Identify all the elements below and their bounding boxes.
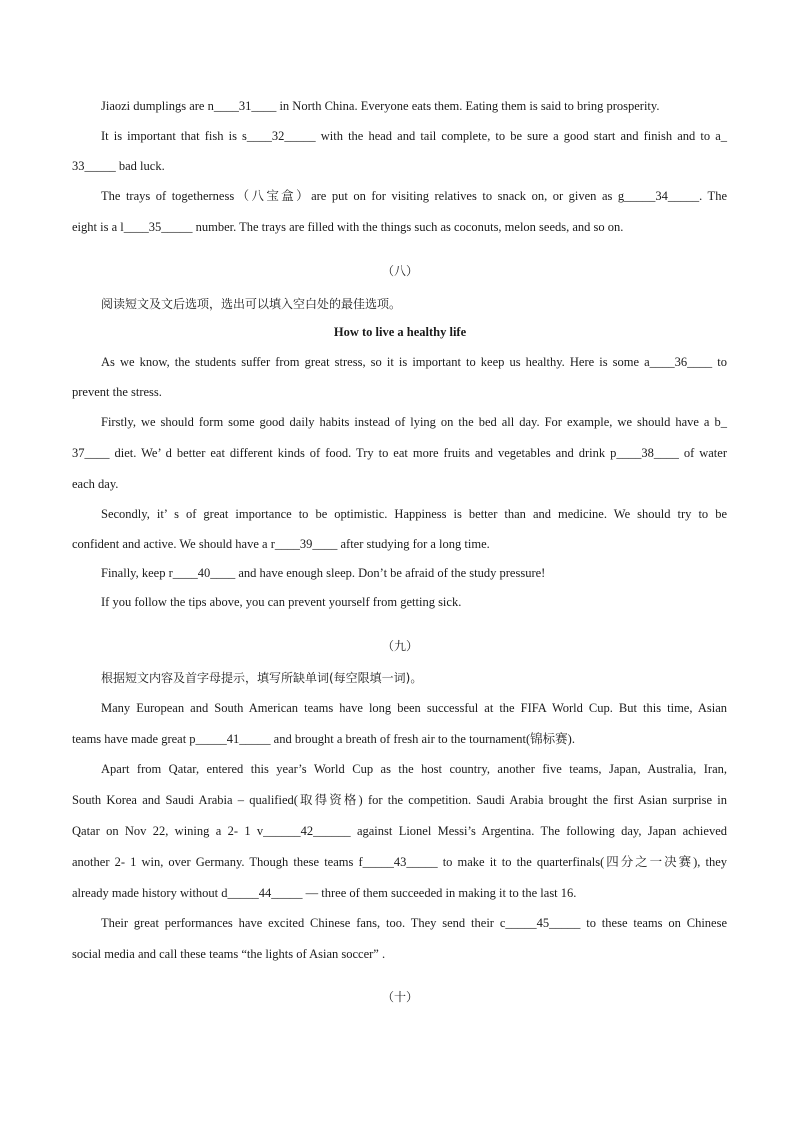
s9-paragraph-2-line3: Qatar on Nov 22, wining a 2- 1 v______42______ against Lionel Messi’s Argentina. The following day, Japan achieved — [72, 824, 727, 838]
s8-paragraph-2-line3: each day. — [72, 477, 119, 491]
s9-paragraph-3-line2: social media and call these teams “the lights of Asian soccer” . — [72, 947, 386, 961]
section-9-instruction: 根据短文内容及首字母提示，填写所缺单词(每空限填一词)。 — [101, 671, 423, 685]
section-10-heading: （十） — [381, 990, 418, 1004]
s8-paragraph-1-line1: As we know, the students suffer from great stress, so it is important to keep us healthy. Here is some a____36____ to — [101, 355, 727, 369]
s8-paragraph-2-line1: Firstly, we should form some good daily habits instead of lying on the bed all day. For example, we should have a b_ — [101, 415, 727, 429]
s9-paragraph-2-line1: Apart from Qatar, entered this year’s World Cup as the host country, another five teams, Japan, Australia, Iran, — [101, 762, 727, 776]
s9-paragraph-1-line2: teams have made great p_____41_____ and brought a breath of fresh air to the tournament(锦标赛). — [72, 732, 575, 746]
s7-paragraph-fish-line2: 33_____ bad luck. — [72, 159, 165, 173]
s8-paragraph-3-line2: confident and active. We should have a r____39____ after studying for a long time. — [72, 537, 490, 551]
s7-paragraph-trays-line2: eight is a l____35_____ number. The trays are filled with the things such as coconuts, melon seeds, and so on. — [72, 220, 624, 234]
section-8-title: How to live a healthy life — [333, 325, 467, 339]
section-8-instruction: 阅读短文及文后选项，选出可以填入空白处的最佳选项。 — [101, 297, 402, 311]
s8-paragraph-3-line1: Secondly, it’ s of great importance to be optimistic. Happiness is better than and medicine. We should try to be — [101, 507, 727, 521]
s8-paragraph-2-line2: 37____ diet. We’ d better eat different kinds of food. Try to eat more fruits and vegetables and drink p____38____ of water — [72, 446, 727, 460]
section-8-heading: （八） — [381, 264, 418, 278]
s8-paragraph-4: Finally, keep r____40____ and have enough sleep. Don’t be afraid of the study pressure! — [101, 566, 546, 580]
s9-paragraph-2-line2: South Korea and Saudi Arabia – qualified(取得资格) for the competition. Saudi Arabia brought the first Asian surprise in — [72, 793, 727, 807]
s9-paragraph-1-line1: Many European and South American teams have long been successful at the FIFA World Cup. But this time, Asian — [101, 701, 727, 715]
s7-paragraph-jiaozi: Jiaozi dumplings are n____31____ in North China. Everyone eats them. Eating them is said to bring prosperity. — [101, 99, 660, 113]
s7-paragraph-fish-line1: It is important that fish is s____32_____ with the head and tail complete, to be sure a good start and finish and to a_ — [101, 129, 727, 143]
s9-paragraph-2-line4: another 2- 1 win, over Germany. Though these teams f_____43_____ to make it to the quarterfinals(四分之一决赛), they — [72, 855, 727, 869]
s7-paragraph-trays-line1: The trays of togetherness（八宝盒）are put on for visiting relatives to snack on, or given as g_____34_____. The — [101, 189, 727, 203]
s8-paragraph-1-line2: prevent the stress. — [72, 385, 162, 399]
section-9-heading: （九） — [381, 639, 418, 653]
s9-paragraph-3-line1: Their great performances have excited Chinese fans, too. They send their c_____45_____ to these teams on Chinese — [101, 916, 727, 930]
s9-paragraph-2-line5: already made history without d_____44_____ — three of them succeeded in making it to the last 16. — [72, 886, 577, 900]
s8-paragraph-5: If you follow the tips above, you can prevent yourself from getting sick. — [101, 595, 462, 609]
